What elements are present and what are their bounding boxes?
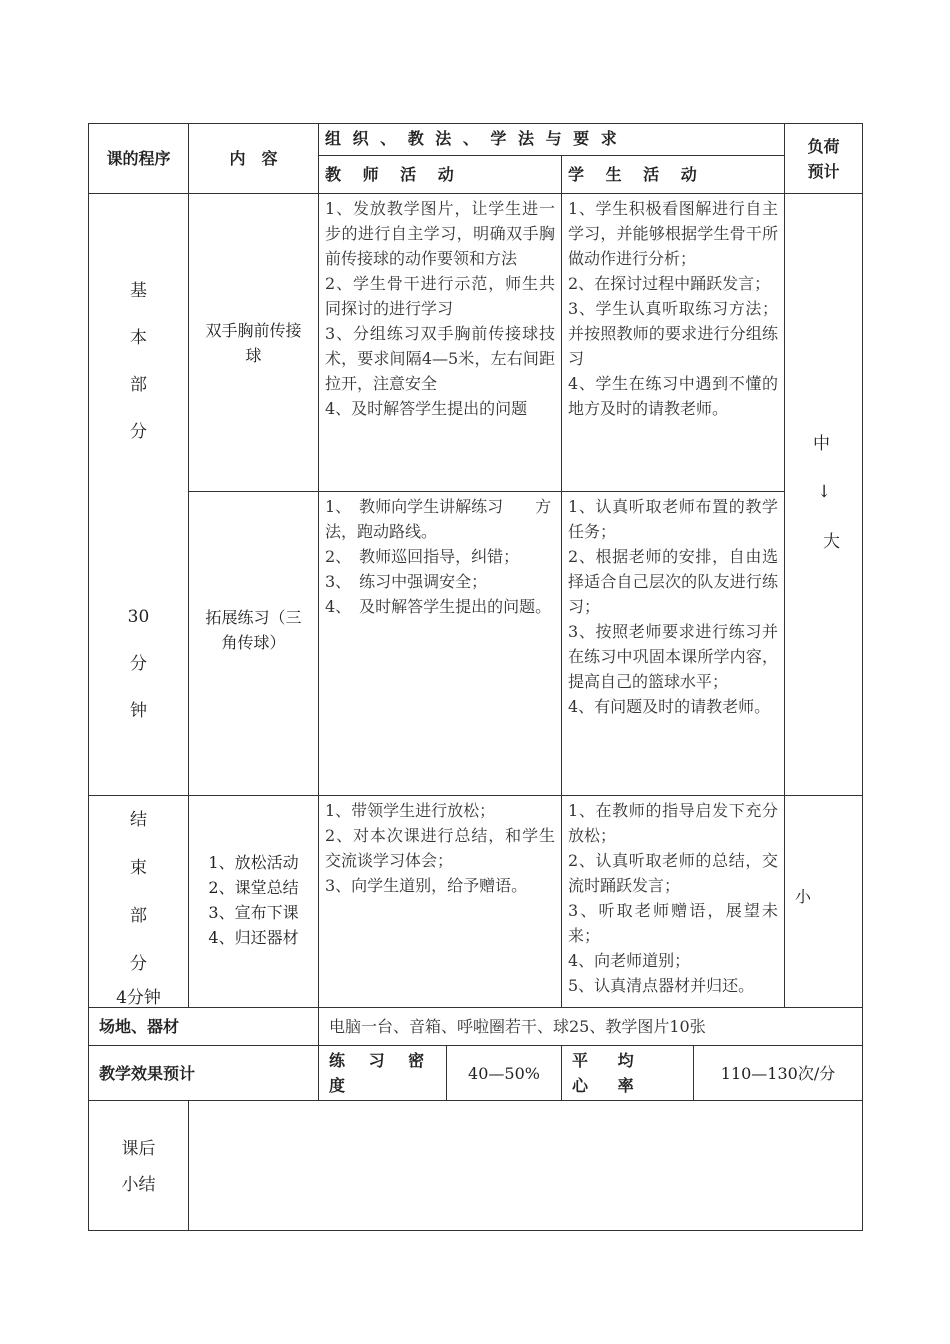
teacher-activity-cell: 1、 教师向学生讲解练习 方法，跑动路线。 2、 教师巡回指导，纠错； 3、 练习中强调安全； 4、 及时解答学生提出的问题。 [319, 492, 562, 796]
section-ending-char: 部 [130, 906, 147, 926]
summary-content [189, 1101, 863, 1231]
summary-label [89, 1101, 189, 1231]
header-student-activity: 学 生 活 动 [562, 156, 785, 194]
section-basic-char: 本 [130, 328, 147, 348]
header-organization: 组 织 、 教 法 、 学 法 与 要 求 [319, 124, 785, 156]
section-ending [89, 796, 189, 1008]
content-cell: 双手胸前传接球 [189, 194, 319, 492]
heart-rate-label: 平 均 心 率 [562, 1046, 694, 1101]
lesson-plan-table [88, 123, 863, 1231]
section-ending-char: 束 [130, 858, 147, 878]
density-label: 练 习 密 度 [319, 1046, 447, 1101]
student-activity-cell: 1、认真听取老师布置的教学任务； 2、根据老师的安排，自由选择适合自己层次的队友进行练习； 3、按照老师要求进行练习并在练习中巩固本课所学内容，提高自己的篮球水平； 4、有问题及时的请教老师。 [562, 492, 785, 796]
summary-label-line2: 小结 [121, 1175, 156, 1195]
section-ending-time: 4分钟 [116, 988, 161, 1008]
teacher-activity-cell: 1、发放教学图片，让学生进一步的进行自主学习，明确双手胸前传接球的动作要领和方法 2、学生骨干进行示范，师生共同探讨的进行学习 3、分组练习双手胸前传接球技术，要求间隔4—5米，左右间距拉开，注意安全 4、及时解答学生提出的问题 [319, 194, 562, 492]
venue-value: 电脑一台、音箱、呼啦圈若干、球25、教学图片10张 [319, 1008, 863, 1046]
load-ending: 小 [785, 796, 863, 1008]
section-basic-char: 分 [130, 422, 147, 442]
load-basic [785, 194, 863, 796]
summary-label-line1: 课后 [121, 1139, 156, 1159]
section-basic-time: 分 [130, 654, 147, 674]
header-content: 内 容 [189, 124, 319, 194]
student-activity-cell: 1、学生积极看图解进行自主学习，并能够根据学生骨干所做动作进行分析； 2、在探讨过程中踊跃发言； 3、学生认真听取练习方法；并按照教师的要求进行分组练习 4、学生在练习中遇到不懂的地方及时的请教老师。 [562, 194, 785, 492]
section-basic [89, 194, 189, 796]
arrow-down-icon: ↓ [817, 482, 832, 502]
venue-label: 场地、器材 [89, 1008, 319, 1046]
student-activity-cell: 1、在教师的指导启发下充分放松； 2、认真听取老师的总结，交流时踊跃发言； 3、听取老师赠语，展望未来； 4、向老师道别； 5、认真清点器材并归还。 [562, 796, 785, 1008]
section-ending-char: 结 [130, 810, 147, 830]
load-level-bottom: 大 [823, 532, 841, 552]
section-basic-time: 钟 [130, 701, 147, 721]
header-load-line2: 预计 [807, 161, 840, 181]
section-ending-char: 分 [130, 954, 147, 974]
effect-label: 教学效果预计 [89, 1046, 319, 1101]
load-level-top: 中 [813, 434, 831, 454]
section-basic-char: 部 [130, 375, 147, 395]
header-load [785, 124, 863, 194]
section-basic-time: 30 [127, 607, 150, 627]
density-value: 40—50% [447, 1046, 562, 1101]
header-load-line1: 负荷 [807, 136, 840, 156]
header-procedure: 课的程序 [89, 124, 189, 194]
section-basic-char: 基 [130, 281, 147, 301]
heart-rate-value: 110—130次/分 [694, 1046, 863, 1101]
header-teacher-activity: 教 师 活 动 [319, 156, 562, 194]
teacher-activity-cell: 1、带领学生进行放松； 2、对本次课进行总结，和学生交流谈学习体会； 3、向学生道别，给予赠语。 [319, 796, 562, 1008]
content-cell: 1、放松活动 2、课堂总结 3、宣布下课 4、归还器材 [189, 796, 319, 1008]
content-cell: 拓展练习（三角传球） [189, 492, 319, 796]
